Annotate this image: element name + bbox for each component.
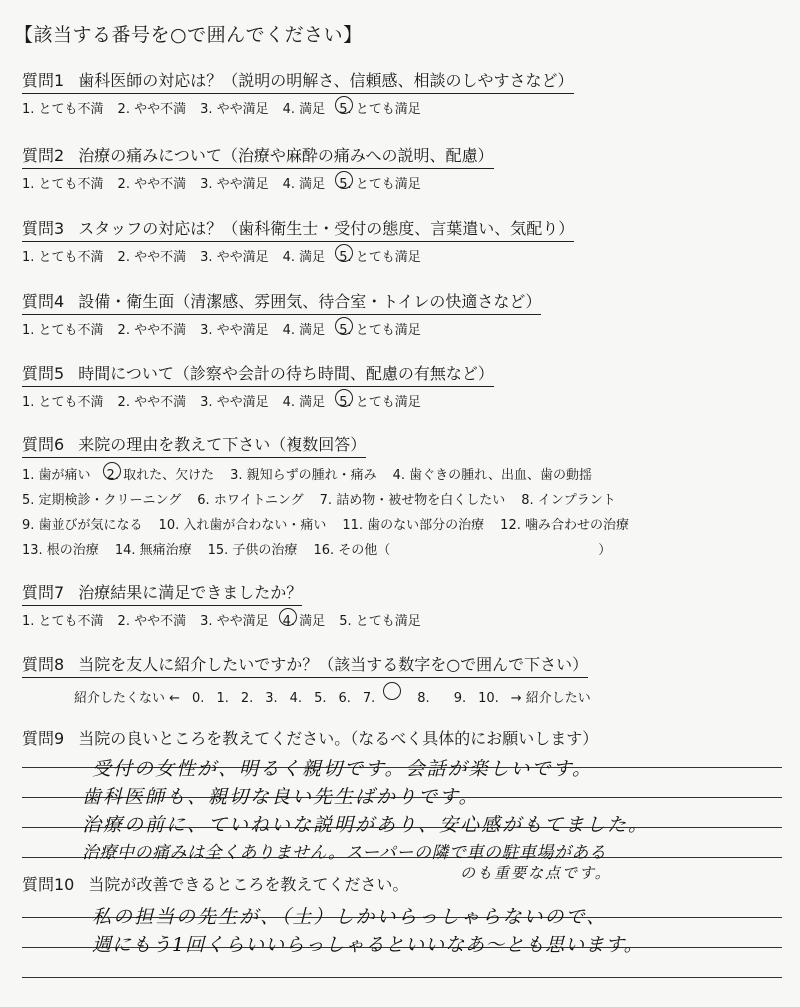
- option[interactable]: 1. 歯が痛い: [22, 468, 91, 483]
- survey-header: 【該当する番号を○で囲んでください】: [14, 24, 363, 46]
- option[interactable]: 4. 満足: [282, 323, 326, 338]
- question-number: 質問8: [22, 655, 65, 674]
- option-selected[interactable]: 4. 満足: [283, 610, 326, 629]
- option[interactable]: 3. やや満足: [200, 102, 269, 117]
- option[interactable]: 3. やや満足: [200, 323, 269, 338]
- option-other[interactable]: 16. その他（ ）: [313, 543, 612, 558]
- option[interactable]: 11. 歯のない部分の治療: [342, 518, 485, 533]
- option[interactable]: 2. やや不満: [117, 102, 187, 117]
- question-number: 質問3: [22, 219, 65, 238]
- question-number: 質問4: [22, 292, 65, 311]
- option[interactable]: 13. 根の治療: [22, 543, 99, 558]
- question-title: 設備・衛生面（清潔感、雰囲気、待合室・トイレの快適さなど）: [78, 292, 542, 311]
- scale-value[interactable]: 2.: [240, 691, 254, 706]
- handwritten-answer: 私の担当の先生が、（土）しかいらっしゃらないので、: [92, 906, 608, 928]
- scale-value[interactable]: 3.: [265, 691, 278, 706]
- option[interactable]: 15. 子供の治療: [207, 543, 298, 558]
- scale-value[interactable]: 10.: [478, 691, 499, 706]
- question-number: 質問1: [22, 71, 65, 90]
- option[interactable]: 3. 親知らずの腫れ・痛み: [230, 468, 377, 483]
- option[interactable]: 1. とても不満: [22, 395, 104, 410]
- option[interactable]: 2. やや不満: [117, 395, 187, 410]
- question-title: 当院を友人に紹介したいですか？（該当する数字を○で囲んで下さい）: [78, 655, 589, 674]
- option[interactable]: 3. やや満足: [200, 250, 269, 265]
- question-3: [22, 216, 574, 265]
- scale-value[interactable]: 5.: [314, 691, 327, 706]
- answer-line: [22, 978, 782, 1007]
- handwritten-answer: 治療中の痛みは全くありません。スーパーの隣で車の駐車場がある: [82, 843, 607, 863]
- question-number: 質問6: [22, 435, 65, 454]
- handwritten-answer: 受付の女性が、明るく親切です。会話が楽しいです。: [92, 758, 593, 780]
- scale-value[interactable]: 7.: [362, 691, 376, 706]
- option[interactable]: 2. やや不満: [117, 250, 187, 265]
- handwritten-answer: のも重要な点です。: [460, 864, 612, 882]
- scale-value[interactable]: 9.: [453, 691, 467, 706]
- option[interactable]: 3. やや満足: [200, 177, 269, 192]
- question-5: [22, 361, 494, 410]
- question-6: [22, 432, 645, 558]
- scale-value-selected[interactable]: 8.: [387, 684, 441, 706]
- option-selected[interactable]: 5. とても満足: [339, 98, 421, 117]
- question-title: 治療の痛みについて（治療や麻酔の痛みへの説明、配慮）: [78, 146, 494, 165]
- option-selected[interactable]: 5. とても満足: [339, 173, 421, 192]
- option[interactable]: 1. とても不満: [22, 323, 104, 338]
- options-row: [22, 539, 645, 558]
- scale-value[interactable]: 1.: [216, 691, 229, 706]
- hand-circle-icon: [383, 682, 401, 700]
- hand-circle-icon: [279, 608, 297, 626]
- options-row: [22, 489, 645, 508]
- question-2: [22, 143, 494, 192]
- question-4: [22, 289, 541, 338]
- option-selected[interactable]: 2. 取れた、欠けた: [107, 464, 215, 483]
- option[interactable]: 7. 詰め物・被せ物を白くしたい: [319, 493, 506, 508]
- options-row: [22, 319, 541, 338]
- question-title: 時間について（診察や会計の待ち時間、配慮の有無など）: [78, 364, 494, 383]
- option[interactable]: 8. インプラント: [521, 493, 616, 508]
- option[interactable]: 1. とても不満: [22, 177, 104, 192]
- option[interactable]: 2. やや不満: [117, 614, 187, 629]
- option[interactable]: 10. 入れ歯が合わない・痛い: [158, 518, 327, 533]
- question-title: 治療結果に満足できましたか？: [78, 583, 303, 602]
- scale-right-label: → 紹介したい: [510, 691, 591, 706]
- question-8: [22, 652, 603, 706]
- option[interactable]: 4. 満足: [282, 177, 326, 192]
- option[interactable]: 2. やや不満: [117, 323, 187, 338]
- option[interactable]: 3. やや満足: [200, 614, 269, 629]
- question-number: 質問2: [22, 146, 65, 165]
- option[interactable]: 3. やや満足: [200, 395, 269, 410]
- option[interactable]: 6. ホワイトニング: [197, 493, 304, 508]
- option[interactable]: 5. 定期検診・クリーニング: [22, 493, 182, 508]
- handwritten-answer: 治療の前に、ていねいな説明があり、安心感がもてました。: [82, 814, 650, 836]
- options-row: [22, 246, 574, 265]
- question-number: 質問5: [22, 364, 65, 383]
- option[interactable]: 4. 満足: [282, 395, 326, 410]
- option-selected[interactable]: 5. とても満足: [339, 319, 421, 338]
- question-title: 当院が改善できるところを教えてください。: [88, 875, 409, 894]
- option[interactable]: 5. とても満足: [339, 614, 421, 629]
- option[interactable]: 4. 歯ぐきの腫れ、出血、歯の動揺: [392, 468, 592, 483]
- handwritten-answer: 歯科医師も、親切な良い先生ばかりです。: [82, 786, 480, 808]
- option-selected[interactable]: 5. とても満足: [339, 391, 421, 410]
- question-title: 歯科医師の対応は？（説明の明解さ、信頼感、相談のしやすさなど）: [78, 71, 574, 90]
- option[interactable]: 12. 噛み合わせの治療: [500, 518, 629, 533]
- option[interactable]: 1. とても不満: [22, 102, 104, 117]
- scale-value[interactable]: 4.: [289, 691, 303, 706]
- question-1: [22, 68, 574, 117]
- options-row: [22, 98, 574, 117]
- question-number: 質問9: [22, 729, 65, 748]
- scale-left-label: 紹介したくない ←: [74, 691, 181, 706]
- question-title: 来院の理由を教えて下さい（複数回答）: [78, 435, 367, 454]
- option[interactable]: 4. 満足: [282, 102, 326, 117]
- question-number: 質問7: [22, 583, 65, 602]
- option[interactable]: 1. とても不満: [22, 250, 104, 265]
- option[interactable]: 9. 歯並びが気になる: [22, 518, 143, 533]
- scale-value[interactable]: 6.: [338, 691, 351, 706]
- option-selected[interactable]: 5. とても満足: [339, 246, 421, 265]
- option[interactable]: 1. とても不満: [22, 614, 104, 629]
- question-number: 質問10: [22, 875, 75, 894]
- handwritten-answer: 週にもう1回くらいいらっしゃるといいなあ〜とも思います。: [92, 934, 644, 956]
- options-row: [22, 391, 494, 410]
- hand-circle-icon: [103, 462, 121, 480]
- recommend-scale: [74, 684, 603, 706]
- question-title: スタッフの対応は？（歯科衛生士・受付の態度、言葉遣い、気配り）: [78, 219, 575, 238]
- options-row: [22, 464, 645, 483]
- option[interactable]: 14. 無痛治療: [114, 543, 192, 558]
- options-row: [22, 173, 494, 192]
- question-7: [22, 580, 435, 629]
- question-title: 当院の良いところを教えてください。（なるべく具体的にお願いします）: [78, 729, 599, 748]
- options-row: [22, 514, 645, 533]
- option[interactable]: 2. やや不満: [117, 177, 187, 192]
- scale-value[interactable]: 0.: [192, 691, 205, 706]
- option[interactable]: 4. 満足: [282, 250, 326, 265]
- options-row: [22, 610, 435, 629]
